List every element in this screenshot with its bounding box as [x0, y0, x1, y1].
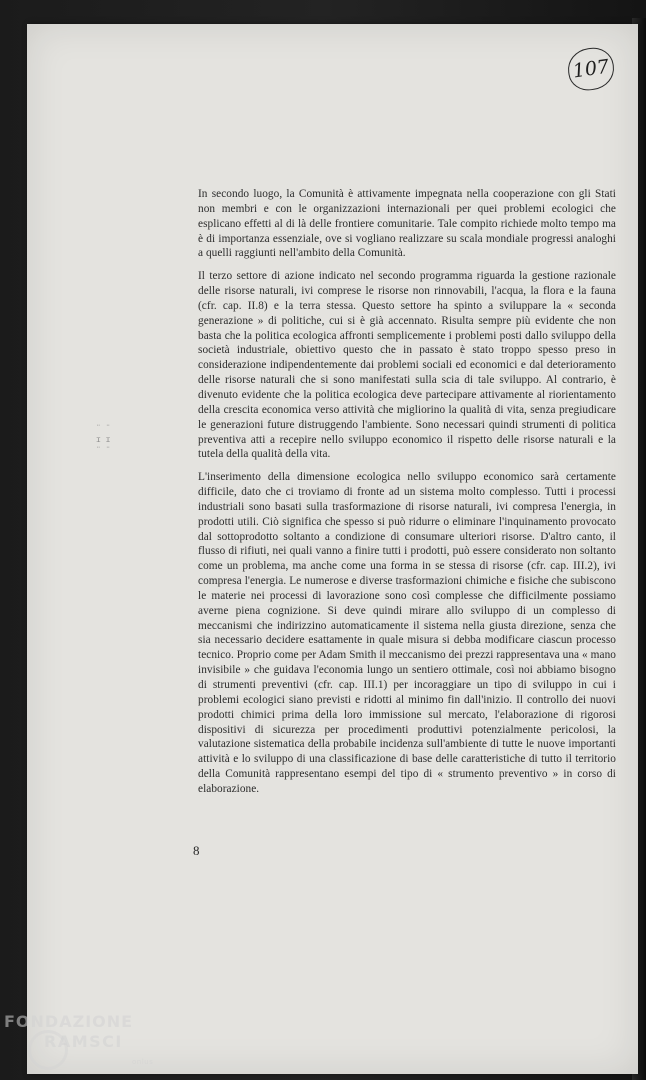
margin-mark: ɪ ɪ: [96, 435, 111, 444]
document-body: [198, 187, 616, 805]
page-number: 8: [193, 843, 200, 858]
watermark-line-2: RAMSCI: [44, 1032, 123, 1051]
watermark-suffix: onlus: [132, 1058, 154, 1066]
margin-marks: [96, 423, 110, 456]
archive-watermark: [4, 1012, 164, 1078]
watermark-line-1: FONDAZIONE: [4, 1012, 134, 1031]
margin-mark: ¨ ¨: [96, 446, 111, 455]
paragraph-ecological-dimension: L'inserimento della dimensione ecologica nello sviluppo economico sarà certamente difficile, dato che ci troviamo di fronte ad un sistema molto complesso. Tutti i processi industriali sono basati sulla trasformazione di risorse naturali, ivi compresa l'energia, in prodotti utili. Ciò significa che spesso si può ridurre o eliminare l'inquinamento provocato dal sottoprodotto soltanto a condizione di consumare ulteriori risorse. D'altro canto, il flusso di rifiuti, nei quali vanno a finire tutti i prodotti, può essere considerato non soltanto come un problema, ma anche come una forma in se stessa di risorse (cfr. cap. III.2), ivi compresa l'energia. Le numerose e diverse trasformazioni chimiche e fisiche che subiscono le materie nei processi di lavorazione sono così complesse che difficilmente possiamo averne piena cognizione. Si deve quindi mirare allo sviluppo di un complesso di meccanismi che indirizzino automaticamente il sistema nella giusta direzione, senza che sia necessario decidere esattamente in quale misura si debba modificare ciascun processo tecnico. Proprio come per Adam Smith il meccanismo dei prezzi rappresentava una « mano invisibile » che guidava l'economia lungo un sentiero ottimale, così noi abbiamo bisogno di strumenti preventivi (cfr. cap. III.1) per incoraggiare un tipo di sviluppo in cui i problemi ecologici siano previsti e ridotti al minimo fin dall'inizio. Il controllo dei nuovi prodotti chimici prima della loro immissione sul mercato, l'elaborazione di rigorosi dispositivi di sicurezza per procedimenti produttivi potenzialmente pericolosi, la valutazione sistematica della probabile incidenza sull'ambiente di tutte le nuove importanti attività e lo sviluppo di una classificazione di base delle caratteristiche di tutto il territorio della Comunità rappresentano esempi del tipo di « strumento preventivo » in corso di elaborazione.: [198, 471, 616, 795]
paragraph-cooperation: In secondo luogo, la Comunità è attivamente impegnata nella cooperazione con gli Stati non membri e con le organizzazioni internazionali per quei problemi ecologici che esplicano effetti al di là delle frontiere comunitarie. Tale compito richiede molto tempo ma è di importanza essenziale, ove si vogliano realizzare su scala mondiale progressi analoghi a quelli raggiunti nell'ambito della Comunità.: [198, 188, 616, 260]
archive-folio-number: 107: [571, 55, 611, 83]
margin-mark: ¨ ¨: [96, 424, 111, 433]
paragraph-resource-management: Il terzo settore di azione indicato nel secondo programma riguarda la gestione razionale delle risorse naturali, ivi comprese le risorse non rinnovabili, l'acqua, la flora e la fauna (cfr. cap. II.8) e la terra stessa. Questo settore ha spinto a sviluppare la « seconda generazione » di politiche, cui si è già accennato. Risulta sempre più evidente che non basta che la politica ecologica affronti semplicemente i problemi posti dallo sviluppo della società industriale, obiettivo questo che in passato è stato troppo spesso preso in considerazione indipendentemente dai problemi sociali ed economici e dal deterioramento delle risorse naturali che si sono manifestati sulla scia di tale sviluppo. Al contrario, è divenuto evidente che la politica ecologica deve partecipare attivamente al riorientamento della crescita economica verso attività che migliorino la qualità di vita, senza pregiudicare le generazioni future distruggendo l'ambiente. Sono necessari quindi strumenti di politica preventiva atti a recepire nello sviluppo economico il rispetto delle risorse naturali e la tutela della qualità della vita.: [198, 270, 616, 461]
